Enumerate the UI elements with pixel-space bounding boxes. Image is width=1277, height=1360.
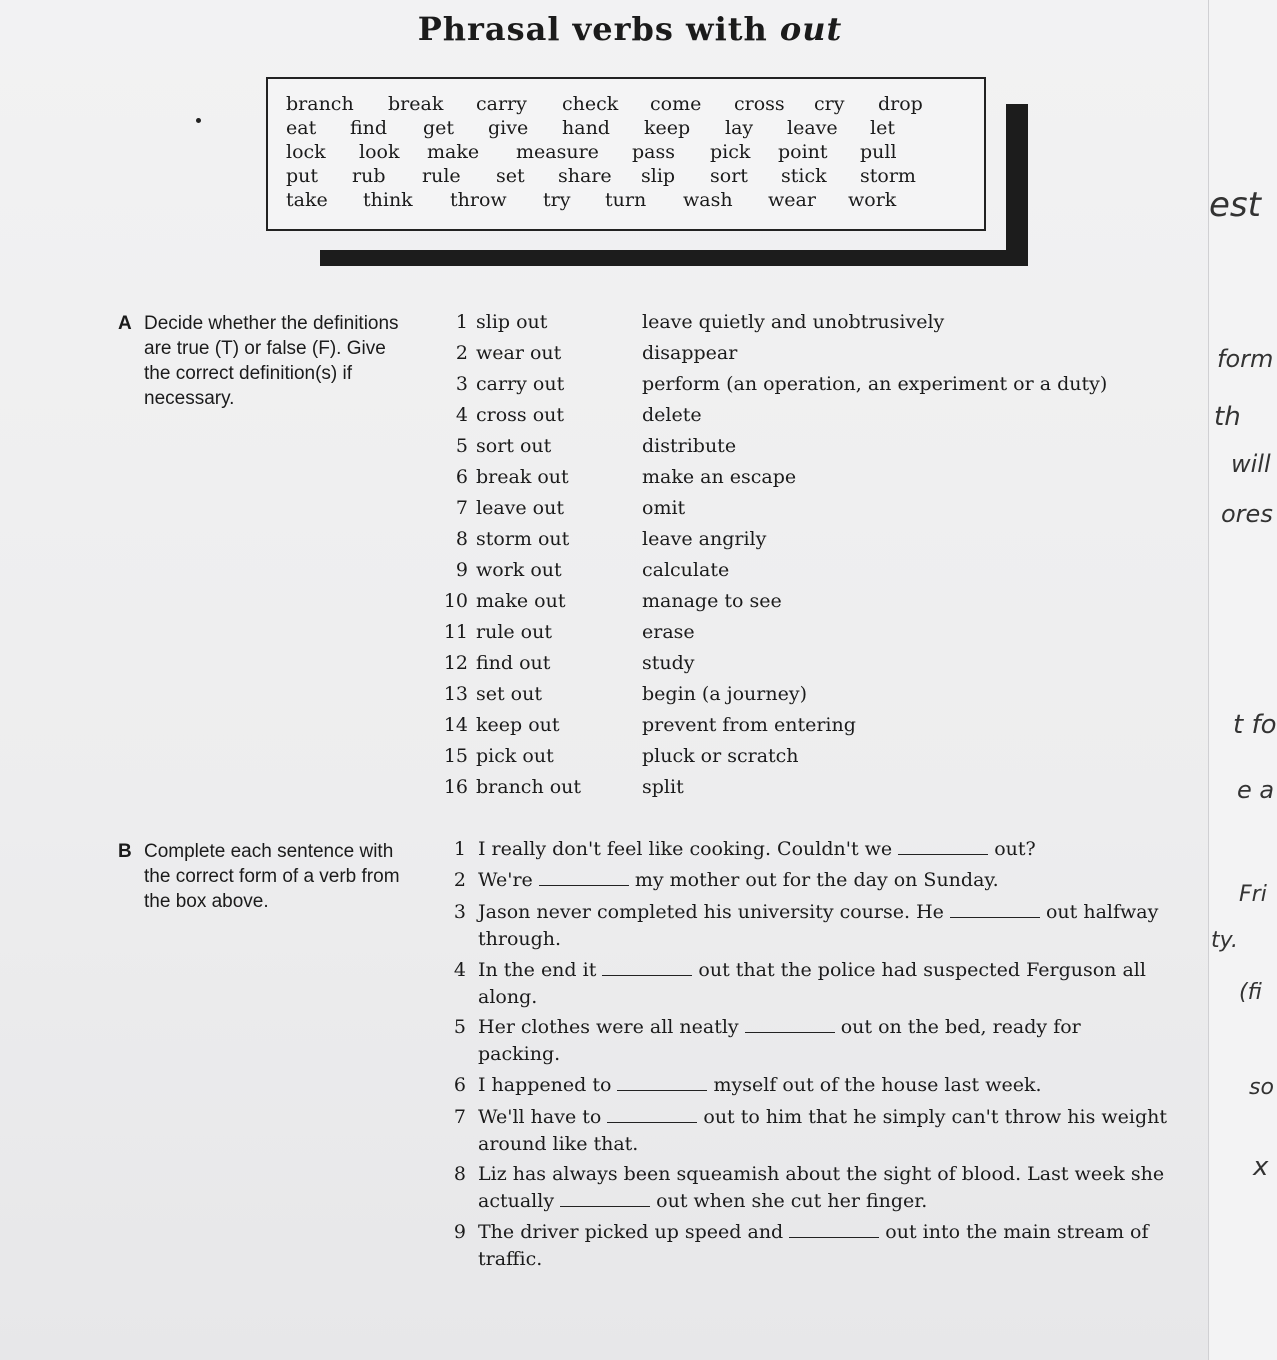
box-word: set	[496, 165, 525, 187]
sentence-number: 4	[453, 959, 466, 981]
sentence-text	[478, 1072, 1168, 1099]
sentence-pre: I happened to	[478, 1074, 618, 1096]
phrasal-verb: keep out	[476, 714, 560, 736]
sentence-post: out on the bed, ready for packing.	[478, 1016, 1081, 1065]
sentence-pre: Jason never completed his university course. He	[478, 901, 950, 923]
sentence-text	[478, 1014, 1168, 1068]
box-word: wear	[768, 189, 816, 211]
answer-blank	[617, 1074, 707, 1091]
phrasal-verb: rule out	[476, 621, 552, 643]
box-word: turn	[605, 189, 647, 211]
phrasal-verb: slip out	[476, 311, 548, 333]
sentence-post: out halfway through.	[478, 901, 1159, 950]
box-word: keep	[644, 117, 691, 139]
phrasal-verb: set out	[476, 683, 542, 705]
box-word: break	[388, 93, 444, 115]
definition: disappear	[642, 342, 738, 364]
box-word: try	[543, 189, 571, 211]
page-fragment: est	[1209, 185, 1261, 225]
sentence-post: out?	[988, 838, 1036, 860]
definition: omit	[642, 497, 686, 519]
phrasal-verb: cross out	[476, 404, 565, 426]
box-word: cross	[734, 93, 785, 115]
box-word: find	[350, 117, 388, 139]
sentence-post: out to him that he simply can't throw his weight around like that.	[478, 1106, 1167, 1155]
box-word: look	[359, 141, 400, 163]
sentence-post: myself out of the house last week.	[707, 1074, 1042, 1096]
item-number: 9	[455, 559, 468, 581]
definition: manage to see	[642, 590, 782, 612]
box-word: think	[363, 189, 413, 211]
sentence-pre: The driver picked up speed and	[478, 1221, 790, 1243]
sentence-text	[478, 836, 1168, 863]
box-word: measure	[516, 141, 599, 163]
answer-blank	[745, 1016, 835, 1033]
sentence-pre: Liz has always been squeamish about the sight of blood. Last week she actually	[478, 1163, 1165, 1212]
definition: distribute	[642, 435, 737, 457]
page-fragment: Fri	[1239, 882, 1267, 907]
item-number: 11	[443, 621, 468, 643]
verb-word-box	[266, 77, 986, 231]
page-fragment: th	[1214, 402, 1241, 432]
sentence-post: out that the police had suspected Ferguson all along.	[478, 959, 1146, 1008]
item-number: 12	[443, 652, 468, 674]
sentence-pre: We'll have to	[478, 1106, 608, 1128]
box-word: branch	[286, 93, 354, 115]
page-fragment: will	[1231, 450, 1271, 478]
box-word: share	[558, 165, 612, 187]
box-word: wash	[683, 189, 733, 211]
item-number: 5	[455, 435, 468, 457]
item-number: 3	[455, 373, 468, 395]
sentence-pre: Her clothes were all neatly	[478, 1016, 745, 1038]
item-number: 15	[443, 745, 468, 767]
box-word: slip	[641, 165, 676, 187]
sentence-number: 1	[453, 838, 466, 860]
phrasal-verb: work out	[476, 559, 562, 581]
page-fragment: (fi	[1239, 980, 1262, 1005]
item-number: 10	[443, 590, 468, 612]
box-word: drop	[878, 93, 923, 115]
phrasal-verb: find out	[476, 652, 551, 674]
sentence-number: 7	[453, 1106, 466, 1128]
answer-blank	[898, 838, 988, 855]
sentence-text	[478, 1161, 1168, 1215]
box-word: come	[650, 93, 702, 115]
item-number: 8	[455, 528, 468, 550]
sentence-text	[478, 957, 1168, 1011]
bullet-mark	[196, 118, 201, 123]
box-word: throw	[450, 189, 507, 211]
box-word: pick	[710, 141, 751, 163]
box-word: put	[286, 165, 319, 187]
phrasal-verb: wear out	[476, 342, 562, 364]
item-number: 6	[455, 466, 468, 488]
sentence-pre: In the end it	[478, 959, 603, 981]
section-a-text: Decide whether the definitions are true (T) or false (F). Give the correct definition(s) if necessary.	[144, 313, 399, 409]
section-a-instruction	[118, 311, 418, 409]
section-b-letter: B	[118, 841, 132, 862]
section-a-letter: A	[118, 313, 132, 334]
sentence-number: 8	[453, 1163, 466, 1185]
sentence-post: my mother out for the day on Sunday.	[628, 869, 999, 891]
box-word: lay	[725, 117, 754, 139]
sentence-number: 6	[453, 1074, 466, 1096]
page-fragment: x	[1253, 1152, 1269, 1182]
box-word: check	[562, 93, 619, 115]
item-number: 14	[443, 714, 468, 736]
page-fragment: so	[1249, 1075, 1274, 1100]
box-word: pull	[860, 141, 897, 163]
answer-blank	[560, 1190, 650, 1207]
sentence-pre: I really don't feel like cooking. Couldn't we	[478, 838, 899, 860]
definition: pluck or scratch	[642, 745, 799, 767]
box-word: stick	[781, 165, 827, 187]
phrasal-verb: branch out	[476, 776, 582, 798]
sentence-text	[478, 899, 1168, 953]
box-shadow-right	[1006, 104, 1028, 264]
box-word: get	[423, 117, 455, 139]
page-fragment: t fo	[1233, 710, 1277, 740]
sentence-text	[478, 867, 1168, 894]
item-number: 1	[455, 311, 468, 333]
definition: begin (a journey)	[642, 683, 807, 705]
phrasal-verb: pick out	[476, 745, 554, 767]
phrasal-verb: storm out	[476, 528, 570, 550]
box-word: point	[778, 141, 828, 163]
box-word: carry	[476, 93, 527, 115]
sentence-number: 9	[453, 1221, 466, 1243]
item-number: 4	[455, 404, 468, 426]
sentence-text	[478, 1104, 1168, 1158]
box-word: cry	[814, 93, 845, 115]
box-shadow-bottom	[320, 250, 1028, 266]
sentence-post: out when she cut her finger.	[650, 1190, 928, 1212]
definition: split	[642, 776, 684, 798]
phrasal-verb: break out	[476, 466, 569, 488]
box-word: rule	[422, 165, 461, 187]
definition: prevent from entering	[642, 714, 856, 736]
title-emphasis: out	[779, 10, 843, 48]
definition: make an escape	[642, 466, 797, 488]
box-word: leave	[787, 117, 838, 139]
definition: calculate	[642, 559, 730, 581]
phrasal-verb: sort out	[476, 435, 552, 457]
answer-blank	[950, 901, 1040, 918]
page-fragment: ores	[1221, 500, 1273, 528]
phrasal-verb: carry out	[476, 373, 565, 395]
sentence-number: 5	[453, 1016, 466, 1038]
box-word: give	[488, 117, 529, 139]
box-word: take	[286, 189, 328, 211]
page-fragment: e a	[1237, 776, 1275, 804]
sentence-text	[478, 1219, 1168, 1273]
definition: erase	[642, 621, 695, 643]
box-word: let	[870, 117, 895, 139]
sentence-pre: We're	[478, 869, 539, 891]
answer-blank	[789, 1221, 879, 1238]
adjacent-page-edge	[1208, 0, 1277, 1360]
box-word: rub	[352, 165, 386, 187]
box-word: hand	[562, 117, 610, 139]
box-word: sort	[710, 165, 748, 187]
definition: study	[642, 652, 695, 674]
section-b-instruction	[118, 839, 418, 912]
box-word: storm	[860, 165, 916, 187]
phrasal-verb: leave out	[476, 497, 564, 519]
sentence-post: out into the main stream of traffic.	[478, 1221, 1149, 1270]
answer-blank	[607, 1106, 697, 1123]
box-word: work	[848, 189, 897, 211]
definition: perform (an operation, an experiment or a duty)	[642, 373, 1108, 395]
box-word: lock	[286, 141, 326, 163]
sentence-number: 3	[453, 901, 466, 923]
item-number: 2	[455, 342, 468, 364]
box-word: make	[427, 141, 480, 163]
phrasal-verb: make out	[476, 590, 566, 612]
section-b-text: Complete each sentence with the correct form of a verb from the box above.	[144, 841, 400, 912]
page-fragment: form	[1217, 345, 1274, 373]
box-word: eat	[286, 117, 317, 139]
answer-blank	[539, 869, 629, 886]
sentence-number: 2	[453, 869, 466, 891]
answer-blank	[602, 959, 692, 976]
definition: delete	[642, 404, 702, 426]
page-fragment: ty.	[1211, 928, 1238, 953]
box-word: pass	[632, 141, 675, 163]
page-title: Phrasal verbs with out	[417, 10, 843, 48]
item-number: 7	[455, 497, 468, 519]
definition: leave quietly and unobtrusively	[642, 311, 945, 333]
item-number: 13	[443, 683, 468, 705]
item-number: 16	[443, 776, 468, 798]
definition: leave angrily	[642, 528, 767, 550]
